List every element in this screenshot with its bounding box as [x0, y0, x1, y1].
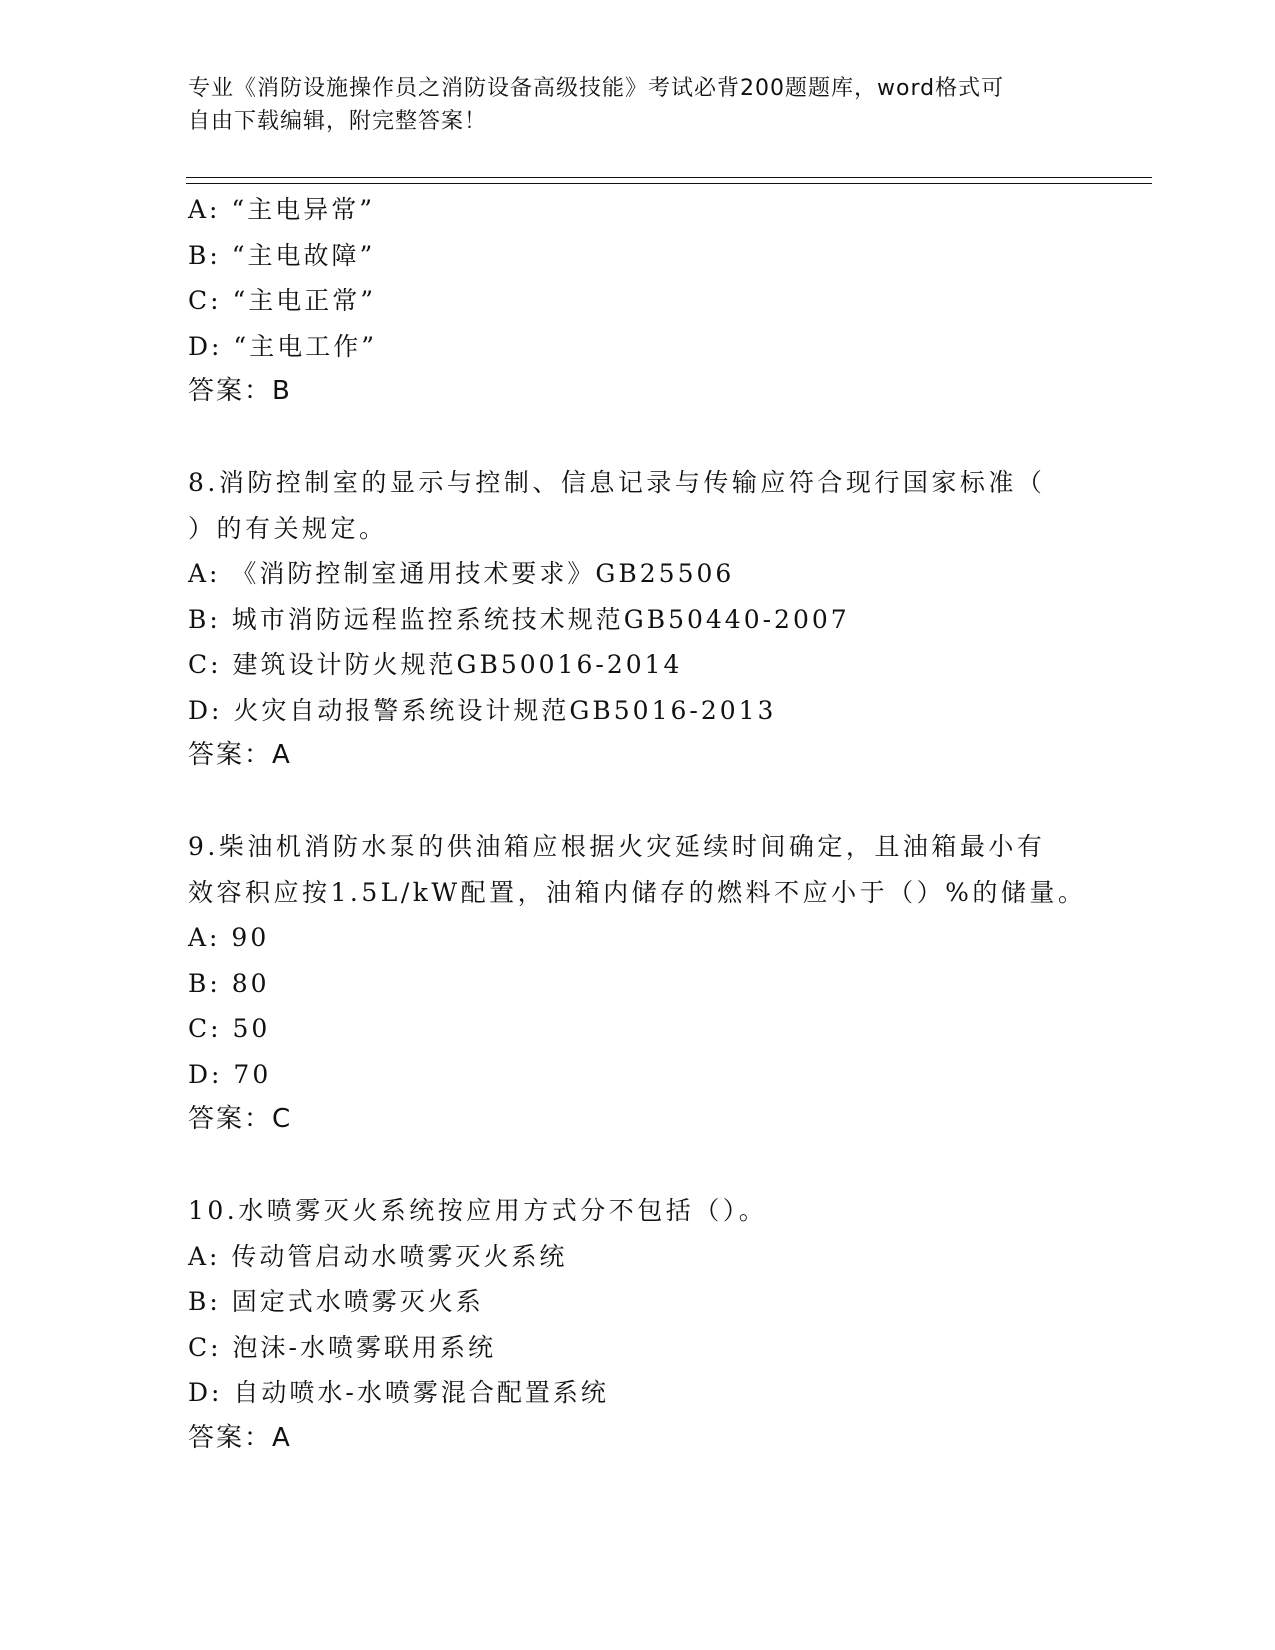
question-stem-line-2: ）的有关规定。 — [188, 513, 388, 543]
question-7 — [188, 187, 1088, 415]
option-b: B: 80 — [188, 968, 270, 998]
question-10 — [188, 1188, 1088, 1461]
option-d: D: 自动喷水-水喷雾混合配置系统 — [188, 1378, 609, 1407]
option-d: D: “主电工作” — [188, 331, 377, 361]
option-a: A: 90 — [188, 923, 270, 952]
question-list — [188, 187, 1088, 1461]
question-spacer — [188, 1143, 1088, 1189]
question-spacer — [188, 779, 1088, 825]
option-b: B: “主电故障” — [188, 240, 376, 270]
option-b: B: 城市消防远程监控系统技术规范GB50440-2007 — [188, 604, 850, 634]
question-spacer — [188, 415, 1088, 461]
question-9 — [188, 824, 1088, 1143]
answer: 答案：B — [188, 376, 292, 406]
option-c: C: 50 — [188, 1014, 271, 1043]
answer: 答案：A — [188, 1422, 292, 1453]
header-line-1: 专业《消防设施操作员之消防设备高级技能》考试必背200题题库，word格式可 — [188, 76, 1005, 101]
question-8 — [188, 460, 1088, 779]
document-header — [188, 72, 1088, 138]
header-line-2: 自由下载编辑，附完整答案！ — [188, 109, 488, 134]
answer: 答案：A — [188, 740, 292, 770]
option-c: C: 建筑设计防火规范GB50016-2014 — [188, 650, 683, 679]
header-divider-bottom — [186, 183, 1152, 184]
option-d: D: 火灾自动报警系统设计规范GB5016-2013 — [188, 695, 777, 725]
option-c: C: 泡沫-水喷雾联用系统 — [188, 1332, 496, 1362]
question-stem-line-1: 10.水喷雾灭火系统按应用方式分不包括（）。 — [188, 1196, 768, 1225]
option-c: C: “主电正常” — [188, 286, 377, 315]
answer: 答案：C — [188, 1104, 293, 1134]
option-a: A: “主电异常” — [188, 195, 375, 224]
option-a: A: 《消防控制室通用技术要求》GB25506 — [188, 559, 735, 588]
option-a: A: 传动管启动水喷雾灭火系统 — [188, 1241, 568, 1271]
option-d: D: 70 — [188, 1059, 272, 1089]
option-b: B: 固定式水喷雾灭火系 — [188, 1287, 484, 1316]
question-stem-line-1: 8.消防控制室的显示与控制、信息记录与传输应符合现行国家标准（ — [188, 468, 1046, 497]
question-stem-line-1: 9.柴油机消防水泵的供油箱应根据火灾延续时间确定，且油箱最小有 — [188, 832, 1046, 861]
question-stem-line-2: 效容积应按1.5L/kW配置，油箱内储存的燃料不应小于（）%的储量。 — [188, 877, 1087, 907]
header-divider-top — [186, 177, 1152, 178]
